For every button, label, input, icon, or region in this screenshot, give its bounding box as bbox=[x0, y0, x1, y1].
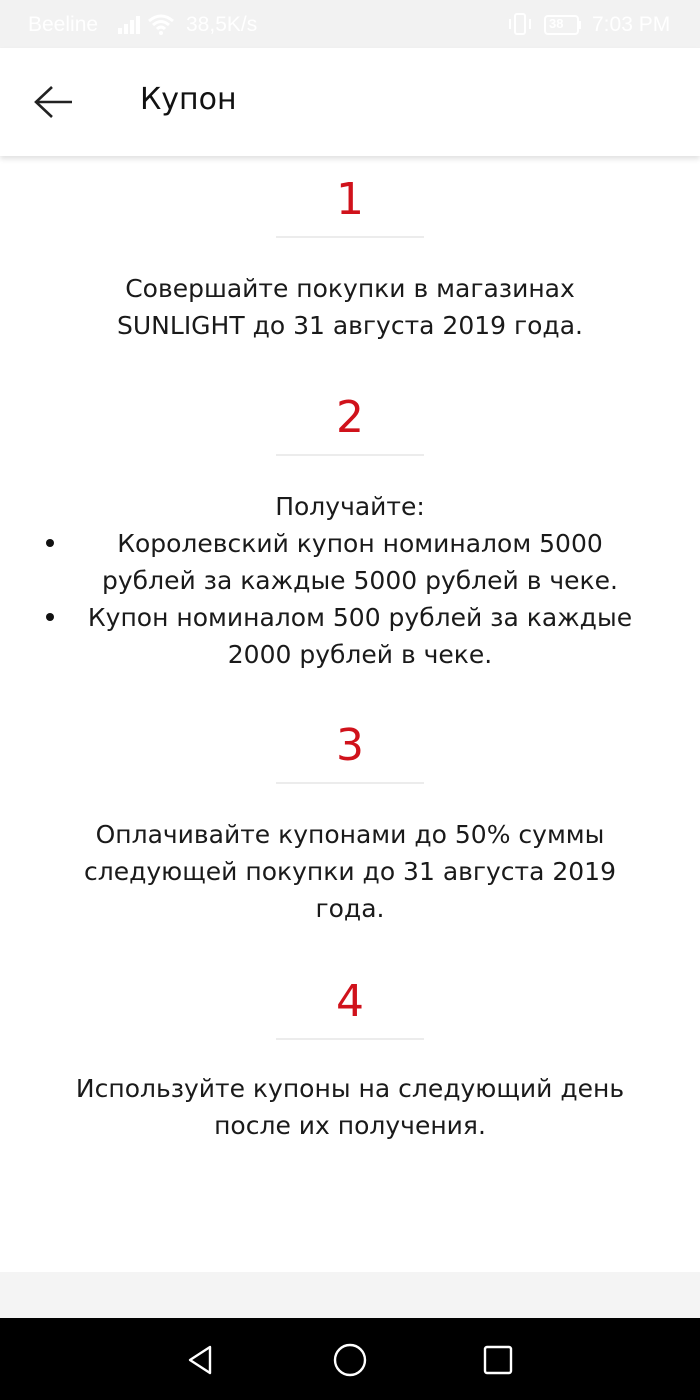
clock: 7:03 PM bbox=[592, 13, 671, 36]
step-3-text: Оплачивайте купонами до 50% суммы следующей покупки до 31 августа 2019 года. bbox=[84, 820, 616, 923]
battery-level: 38 bbox=[549, 16, 564, 31]
carrier-label: Beeline bbox=[28, 13, 99, 36]
bullet-item bbox=[80, 525, 640, 599]
step-2-divider bbox=[276, 454, 424, 456]
step-2-number: 2 bbox=[336, 392, 364, 443]
nav-home-button[interactable] bbox=[328, 1338, 372, 1382]
step-2-bullets bbox=[80, 525, 640, 673]
circle-home-icon bbox=[332, 1342, 368, 1378]
step-4-divider bbox=[276, 1038, 424, 1040]
bullet-item bbox=[80, 599, 640, 673]
bullet-text: Королевский купон номиналом 5000 рублей за каждые 5000 рублей в чеке. bbox=[102, 529, 618, 595]
step-3-divider bbox=[276, 782, 424, 784]
step-4-number: 4 bbox=[336, 976, 364, 1027]
arrow-left-icon bbox=[34, 85, 74, 119]
step-1-number: 1 bbox=[336, 174, 364, 225]
system-nav-bar bbox=[0, 1318, 700, 1400]
app-bar bbox=[0, 48, 700, 156]
bullet-dot-icon bbox=[46, 539, 54, 547]
footer-band bbox=[0, 1272, 700, 1318]
wifi-icon bbox=[148, 13, 174, 35]
step-4-text: Используйте купоны на следующий день после их получения. bbox=[75, 1074, 625, 1140]
bullet-dot-icon bbox=[46, 613, 54, 621]
signal-icon bbox=[118, 16, 140, 34]
vibrate-icon bbox=[508, 13, 532, 35]
bullet-list bbox=[80, 525, 640, 673]
page-title: Купон bbox=[140, 82, 237, 117]
step-1-divider bbox=[276, 236, 424, 238]
network-speed: 38,5K/s bbox=[186, 13, 258, 36]
step-1-text: Совершайте покупки в магазинах SUNLIGHT до 31 августа 2019 года. bbox=[117, 274, 583, 340]
nav-back-button[interactable] bbox=[178, 1338, 222, 1382]
step-3-number: 3 bbox=[336, 720, 364, 771]
nav-recents-button[interactable] bbox=[476, 1338, 520, 1382]
coupon-steps bbox=[0, 156, 700, 1272]
square-recents-icon bbox=[482, 1344, 514, 1376]
bullet-text: Купон номиналом 500 рублей за каждые 2000 рублей в чеке. bbox=[87, 603, 633, 669]
triangle-back-icon bbox=[184, 1344, 216, 1376]
back-button[interactable] bbox=[26, 76, 82, 128]
step-2-intro: Получайте: bbox=[275, 492, 425, 521]
status-bar bbox=[0, 0, 700, 48]
